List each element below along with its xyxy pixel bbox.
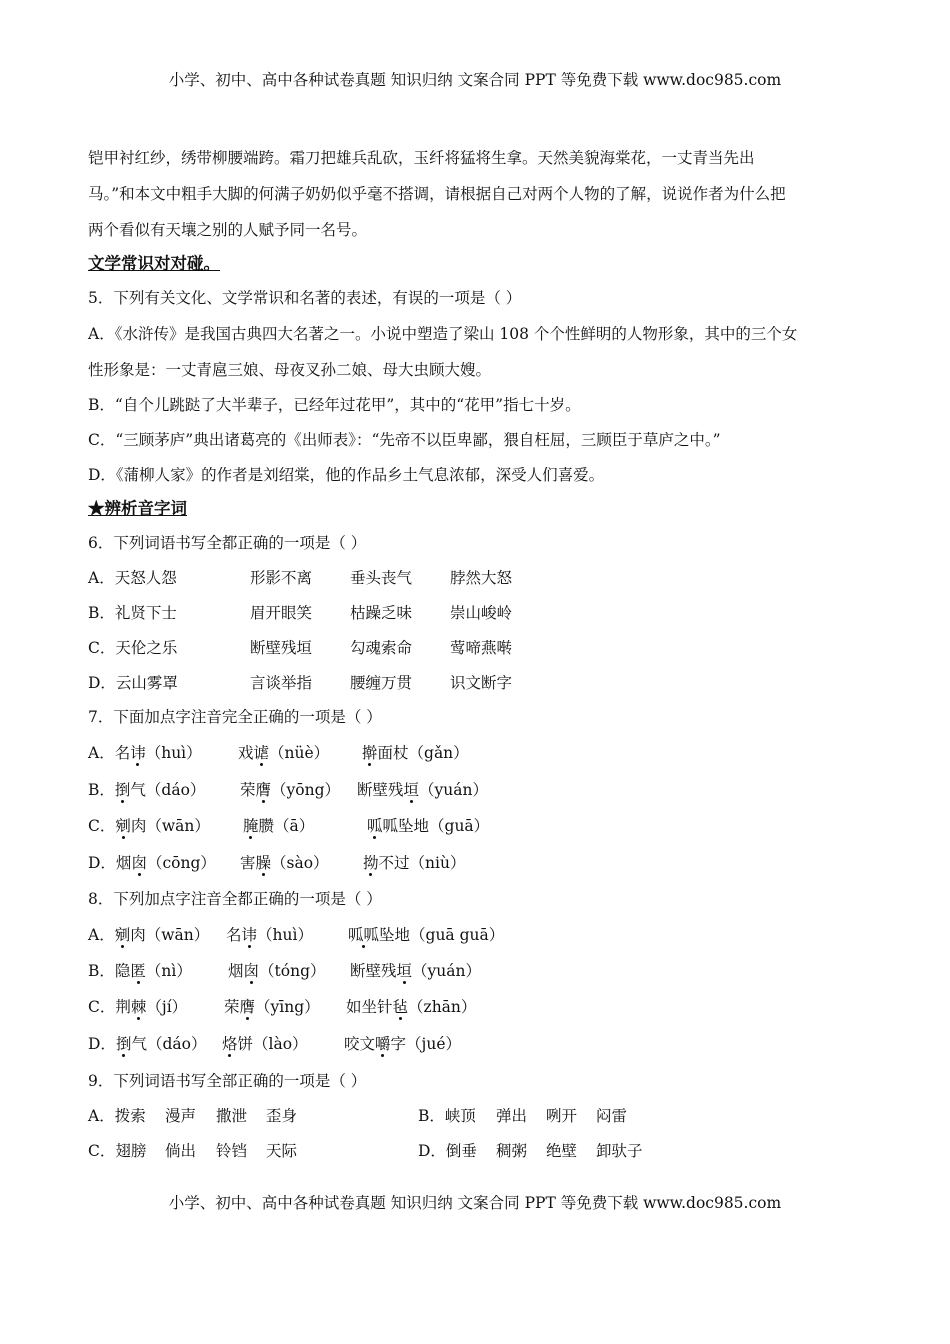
q6-a-word: A．天怒人怨 xyxy=(88,569,177,587)
q9-b-word: 咧开 xyxy=(546,1107,578,1125)
q9-c-word: 倘出 xyxy=(165,1142,197,1160)
q7-d-item: 害臊（sào） xyxy=(240,854,329,872)
q6-d-word: 言谈举指 xyxy=(250,674,313,692)
q9-a-word: 撒泄 xyxy=(216,1107,248,1125)
q7-b-item: 荣膺（yōng） xyxy=(240,781,341,799)
q7-a-item: 擀面杖（gǎn） xyxy=(362,744,469,762)
q8-a-item: 名讳（huì） xyxy=(226,926,313,944)
q9-b-word: B．峡顶 xyxy=(418,1107,476,1125)
q5-option-b: B．“自个儿跳跶了大半辈子，已经年过花甲”，其中的“花甲”指七十岁。 xyxy=(88,396,581,414)
q9-d-word: D．倒垂 xyxy=(418,1142,477,1160)
q7-a-item: A．名讳（huì） xyxy=(88,744,202,762)
page-header: 小学、初中、高中各种试卷真题 知识归纳 文案合同 PPT 等免费下载 www.doc985.com xyxy=(168,71,782,89)
q7-c-item: C．剜肉（wān） xyxy=(88,817,210,835)
q9-b-word: 弹出 xyxy=(496,1107,528,1125)
q8-b-item: B．隐匿（nì） xyxy=(88,962,192,980)
q8-a-item: 呱呱坠地（guā guā） xyxy=(348,926,505,944)
q5-option-a-line2: 性形象是：一丈青扈三娘、母夜叉孙二娘、母大虫顾大嫂。 xyxy=(88,361,492,379)
q6-c-word: 勾魂索命 xyxy=(350,639,413,657)
q6-d-word: D．云山雾罩 xyxy=(88,674,178,692)
q8-c-item: 如坐针毡（zhān） xyxy=(346,998,477,1016)
q7-c-item: 呱呱坠地（guā） xyxy=(367,817,490,835)
q6-b-word: 眉开眼笑 xyxy=(250,604,313,622)
q9-d-word: 稠粥 xyxy=(496,1142,528,1160)
q8-d-item: D．捯气（dáo） xyxy=(88,1035,207,1053)
q6-b-word: 枯躁乏味 xyxy=(350,604,413,622)
q5-option-d: D．《蒲柳人家》的作者是刘绍棠，他的作品乡土气息浓郁，深受人们喜爱。 xyxy=(88,466,605,484)
q6-c-word: 断壁残垣 xyxy=(250,639,313,657)
q7-b-item: B．捯气（dáo） xyxy=(88,781,206,799)
q6-b-word: B．礼贤下士 xyxy=(88,604,177,622)
q9-a-word: 歪身 xyxy=(266,1107,298,1125)
intro-line-3: 两个看似有天壤之别的人赋予同一名号。 xyxy=(88,221,368,239)
q6-stem: 6．下列词语书写全都正确的一项是（ ） xyxy=(88,534,367,552)
q9-c-word: 天际 xyxy=(266,1142,298,1160)
intro-line-1: 铠甲衬红纱，绣带柳腰端跨。霜刀把雄兵乱砍，玉纤将猛将生拿。天然美貌海棠花，一丈青当先出 xyxy=(88,149,755,167)
q6-d-word: 腰缠万贯 xyxy=(350,674,413,692)
section-heading-literature: 文学常识对对碰。 xyxy=(88,254,220,273)
q6-a-word: 脖然大怒 xyxy=(450,569,513,587)
q7-stem: 7．下面加点字注音完全正确的一项是（ ） xyxy=(88,708,382,726)
q6-d-word: 识文断字 xyxy=(450,674,513,692)
q8-b-item: 烟囱（tóng） xyxy=(228,962,326,980)
q8-b-item: 断壁残垣（yuán） xyxy=(350,962,481,980)
page-footer: 小学、初中、高中各种试卷真题 知识归纳 文案合同 PPT 等免费下载 www.doc985.com xyxy=(168,1194,782,1212)
q6-a-word: 形影不离 xyxy=(250,569,313,587)
q8-c-item: C．荆棘（jí） xyxy=(88,998,188,1016)
intro-line-2: 马。”和本文中粗手大脚的何满子奶奶似乎毫不搭调，请根据自己对两个人物的了解，说说作者为什么把 xyxy=(88,185,786,203)
q5-option-c: C．“三顾茅庐”典出诸葛亮的《出师表》：“先帝不以臣卑鄙，猥自枉屈，三顾臣于草庐之中。” xyxy=(88,431,721,449)
q6-c-word: 莺啼燕啭 xyxy=(450,639,513,657)
q7-b-item: 断壁残垣（yuán） xyxy=(357,781,488,799)
q7-a-item: 戏谑（nüè） xyxy=(238,744,330,762)
q8-d-item: 烙饼（lào） xyxy=(222,1035,308,1053)
q6-b-word: 崇山峻岭 xyxy=(450,604,513,622)
q9-c-word: C．翅膀 xyxy=(88,1142,147,1160)
q7-d-item: D．烟囱（cōng） xyxy=(88,854,216,872)
q8-c-item: 荣膺（yīng） xyxy=(224,998,320,1016)
q7-d-item: 拗不过（niù） xyxy=(363,854,466,872)
q5-stem: 5．下列有关文化、文学常识和名著的表述，有误的一项是（ ） xyxy=(88,289,522,307)
section-heading-words: ★辨析音字词 xyxy=(88,499,187,518)
q8-d-item: 咬文嚼字（jué） xyxy=(344,1035,461,1053)
q6-a-word: 垂头丧气 xyxy=(350,569,413,587)
q9-d-word: 卸驮子 xyxy=(596,1142,643,1160)
q7-c-item: 腌臜（ā） xyxy=(243,817,315,835)
q9-a-word: A．拨索 xyxy=(88,1107,146,1125)
q9-a-word: 漫声 xyxy=(165,1107,197,1125)
q5-option-a-line1: A．《水浒传》是我国古典四大名著之一。小说中塑造了梁山 108 个个性鲜明的人物形象，其中的三个女 xyxy=(88,325,798,343)
q6-c-word: C．天伦之乐 xyxy=(88,639,178,657)
q8-stem: 8．下列加点字注音全都正确的一项是（ ） xyxy=(88,890,382,908)
q9-d-word: 绝壁 xyxy=(546,1142,578,1160)
q9-c-word: 铃铛 xyxy=(216,1142,248,1160)
q9-b-word: 闷雷 xyxy=(596,1107,628,1125)
q9-stem: 9．下列词语书写全部正确的一项是（ ） xyxy=(88,1072,367,1090)
q8-a-item: A．剜肉（wān） xyxy=(88,926,210,944)
